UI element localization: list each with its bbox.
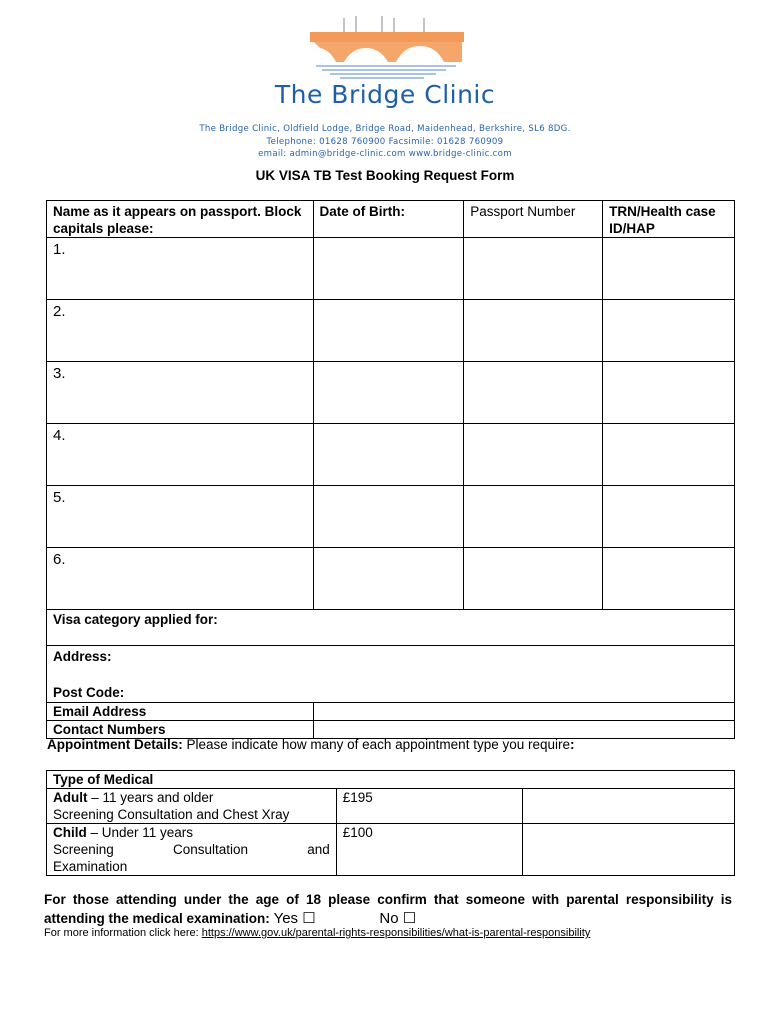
bridge-logo-icon [296,12,466,82]
passport-header: Passport Number [464,201,603,238]
no-checkbox[interactable]: No ☐ [379,910,417,927]
dob-cell-1[interactable] [313,238,464,300]
trn-cell-2[interactable] [603,300,735,362]
dob-cell-5[interactable] [313,486,464,548]
clinic-address: The Bridge Clinic, Oldfield Lodge, Bridge Road, Maidenhead, Berkshire, SL6 8DG. [199,124,571,134]
dob-cell-3[interactable] [313,362,464,424]
clinic-name: The Bridge Clinic [274,80,496,109]
contact-label: Contact Numbers [47,721,314,739]
name-cell-2[interactable]: 2. [47,300,314,362]
trn-cell-3[interactable] [603,362,735,424]
adult-quantity-field[interactable] [523,789,735,824]
medical-table [46,770,735,876]
passport-cell-4[interactable] [464,424,603,486]
adult-name: Adult [53,790,88,805]
parental-text: For those attending under the age of 18 please confirm that someone with parental responsibility is attending the medical examination: [44,892,732,926]
child-detail2: Examination [53,859,128,874]
dob-cell-2[interactable] [313,300,464,362]
dob-cell-6[interactable] [313,548,464,610]
passport-cell-5[interactable] [464,486,603,548]
name-cell-5[interactable]: 5. [47,486,314,548]
table-row [47,486,735,548]
passport-cell-2[interactable] [464,300,603,362]
adult-detail: Screening Consultation and Chest Xray [53,807,290,822]
trn-header: TRN/Health case ID/HAP [603,201,735,238]
name-cell-4[interactable]: 4. [47,424,314,486]
table-row [47,789,735,824]
name-header: Name as it appears on passport. Block capitals please: [47,201,314,238]
form-title: UK VISA TB Test Booking Request Form [255,168,515,183]
trn-cell-1[interactable] [603,238,735,300]
child-detail-word: Consultation [172,842,249,857]
name-cell-6[interactable]: 6. [47,548,314,610]
yes-checkbox[interactable]: Yes ☐ [273,910,316,927]
adult-description [47,789,337,824]
clinic-email: email: admin@bridge-clinic.com www.bridge-clinic.com [258,149,512,159]
email-field[interactable] [313,703,734,721]
child-detail-word: Screening [53,842,114,857]
postcode-label: Post Code: [53,685,125,700]
table-header-row [47,201,735,238]
appointment-colon: : [570,737,575,752]
more-info-prefix: For more information click here: [44,927,202,939]
table-row [47,824,735,876]
more-info [44,927,590,939]
appointment-instruction: Please indicate how many of each appointment type you require [182,737,571,752]
medical-header: Type of Medical [47,771,735,789]
child-name: Child [53,825,87,840]
adult-price: £195 [336,789,523,824]
trn-cell-4[interactable] [603,424,735,486]
child-quantity-field[interactable] [523,824,735,876]
clinic-phone: Telephone: 01628 760900 Facsimile: 01628 760909 [266,137,504,147]
table-row [47,362,735,424]
table-row [47,424,735,486]
address-field[interactable] [47,646,735,703]
email-label: Email Address [47,703,314,721]
table-row [47,300,735,362]
table-row [47,548,735,610]
parental-confirmation [44,890,732,928]
parental-responsibility-link[interactable]: https://www.gov.uk/parental-rights-responsibilities/what-is-parental-responsibility [201,927,591,939]
child-price: £100 [336,824,523,876]
passport-cell-6[interactable] [464,548,603,610]
trn-cell-5[interactable] [603,486,735,548]
passport-cell-1[interactable] [464,238,603,300]
applicants-table [46,200,735,739]
visa-category-field[interactable]: Visa category applied for: [47,610,735,646]
table-row [47,238,735,300]
passport-cell-3[interactable] [464,362,603,424]
dob-cell-4[interactable] [313,424,464,486]
dob-header: Date of Birth: [313,201,464,238]
child-description [47,824,337,876]
appointment-details [47,737,575,752]
child-detail-word: and [307,842,330,857]
contact-field[interactable] [313,721,734,739]
name-cell-3[interactable]: 3. [47,362,314,424]
trn-cell-6[interactable] [603,548,735,610]
appointment-label: Appointment Details: [47,737,183,752]
adult-desc: – 11 years and older [87,790,214,805]
address-label: Address: [53,649,112,664]
child-desc: – Under 11 years [86,825,194,840]
name-cell-1[interactable]: 1. [47,238,314,300]
